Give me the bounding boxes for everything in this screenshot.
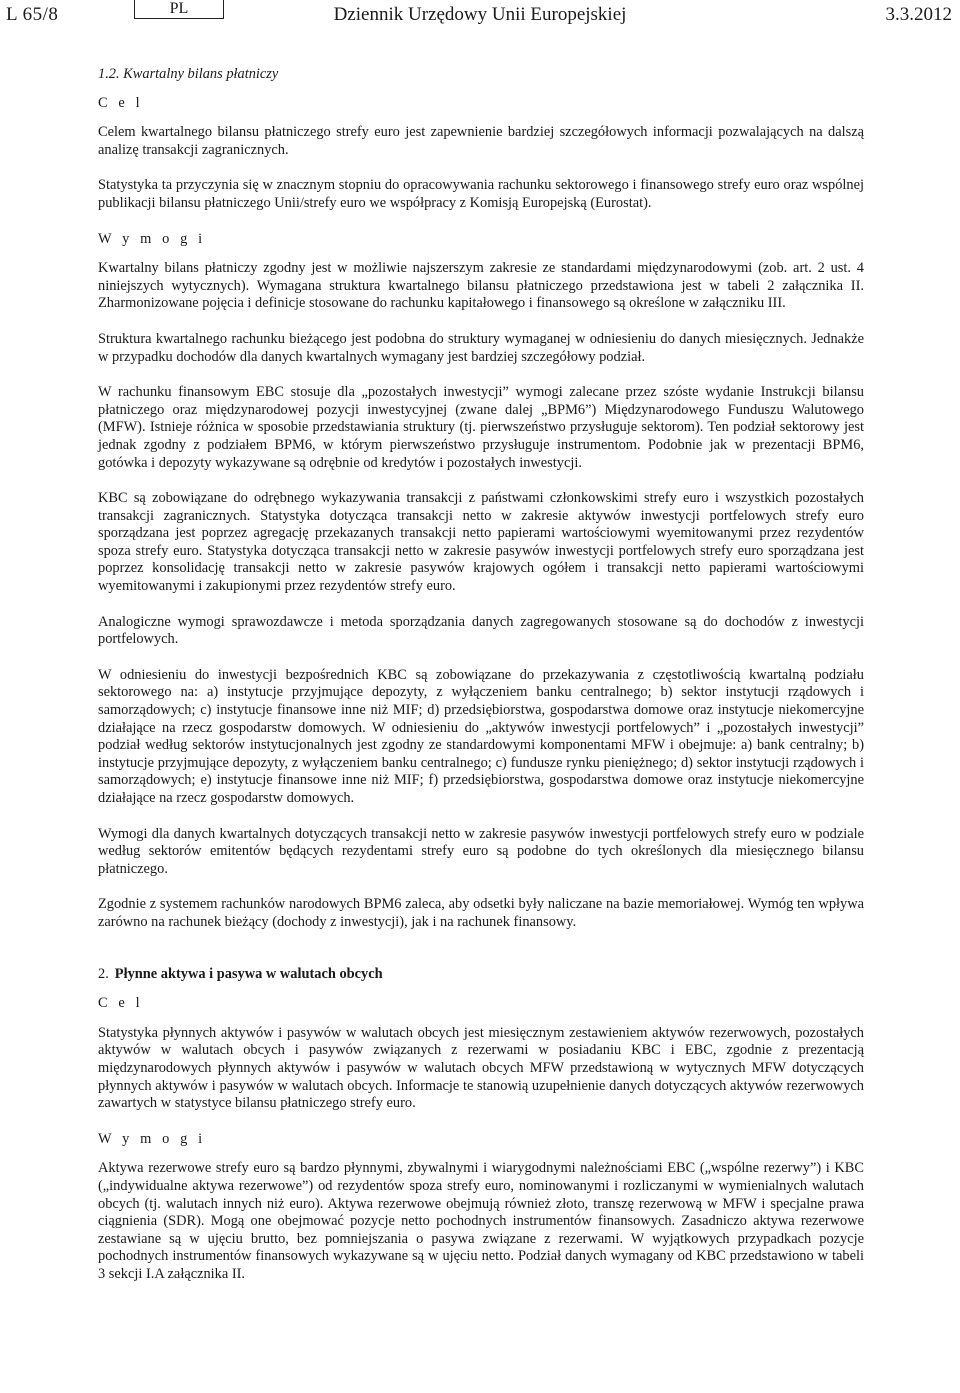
page-header xyxy=(0,0,960,34)
paragraph: Statystyka płynnych aktywów i pasywów w walutach obcych jest miesięcznym zestawieniem aktywów rezerwowych, pozostałych aktywów w walutach obcych i pasywów związanych z rezerwami w posiadaniu KBC i EBC, zgodnie z prezentacją międzynarodowych płynnych aktywów i pasywów w walutach obcych MFW przedstawioną w wytycznych MFW dotyczących płynnych aktywów i pasywów w walutach obcych. Informacje te stanowią uzupełnienie danych dotyczących aktywów rezerwowych zawartych w statystyce bilansu płatniczego strefy euro. xyxy=(98,1024,864,1112)
paragraph: Celem kwartalnego bilansu płatniczego strefy euro jest zapewnienie bardziej szczegółowych informacji pozwalających na dalszą analizę transakcji zagranicznych. xyxy=(98,124,864,158)
paragraph: Kwartalny bilans płatniczy zgodny jest w możliwie najszerszym zakresie ze standardami międzynarodowymi (zob. art. 2 ust. 4 niniejszych wytycznych). Wymagana struktura kwartalnego bilansu płatniczego przedstawiona jest w tabeli 2 załącznika II. Zharmonizowane pojęcia i definicje stosowane do rachunku kapitałowego i finansowego są określone w załączniku III. xyxy=(98,260,864,312)
publication-date: 3.3.2012 xyxy=(885,4,952,25)
paragraph: Struktura kwartalnego rachunku bieżącego jest podobna do struktury wymaganej w odniesieniu do danych miesięcznych. Jednakże w przypadku dochodów dla danych kwartalnych wymagany jest bardziej szczegółowy podział. xyxy=(98,330,864,365)
paragraph: Statystyka ta przyczynia się w znacznym stopniu do opracowywania rachunku sektorowego i finansowego strefy euro oraz wspólnej publikacji bilansu płatniczego Unii/strefy euro we współpracy z Komisją Europejską (Eurostat). xyxy=(98,177,864,211)
paragraph: W odniesieniu do inwestycji bezpośrednich KBC są zobowiązane do przekazywania z częstotliwością kwartalną podziału sektorowego na: a) instytucje przyjmujące depozyty, z wyłączeniem banku centralnego; b) sektor instytucji rządowych i samorządowych; c) instytucje finansowe inne niż MIF; d) przedsiębiorstwa, gospodarstwa domowe oraz instytucje niekomercyjne działające na rzecz gospodarstw domowych. W odniesieniu do „aktywów inwestycji portfelowych” i „pozostałych inwestycji” podział według sektorów instytucjonalnych jest zgodny ze standardowymi komponentami MFW i obejmuje: a) bank centralny; b) instytucje przyjmujące depozyty, z wyłączeniem banku centralnego; c) fundusze rynku pieniężnego; d) sektor instytucji rządowych i samorządowych; e) instytucje finansowe inne niż MIF; f) przedsiębiorstwa, gospodarstwa domowe oraz instytucje niekomercyjne działające na rzecz gospodarstw domowych. xyxy=(98,666,864,806)
language-code-box: PL xyxy=(134,0,224,19)
page-reference: L 65/8 xyxy=(6,4,59,25)
document-body xyxy=(98,66,864,1301)
journal-title: Dziennik Urzędowy Unii Europejskiej xyxy=(333,4,627,25)
paragraph: Analogiczne wymogi sprawozdawcze i metoda sporządzania danych zagregowanych stosowane są do dochodów z inwestycji portfelowych. xyxy=(98,613,864,648)
paragraph: W rachunku finansowym EBC stosuje dla „pozostałych inwestycji” wymogi zalecane przez szóste wydanie Instrukcji bilansu płatniczego oraz międzynarodowej pozycji inwestycyjnej (zwane dalej „BPM6”) Międzynarodowego Funduszu Walutowego (MFW). Istnieje różnica w sposobie przedstawiania struktury (tj. pierwszeństwo przysługuje sektorom). Ten podział sektorowy jest jednak zgodny z podziałem BPM6, w którym pierwszeństwo przysługuje instrumentom. Podobnie jak w prezentacji BPM6, gotówka i depozyty wykazywane są odrębnie od kredytów i pozostałych inwestycji. xyxy=(98,384,864,471)
section-heading xyxy=(98,966,864,984)
subsection-label-wymogi: W y m o g i xyxy=(98,230,206,247)
subsection-label-cel: C e l xyxy=(98,995,144,1012)
section-number: 2. xyxy=(98,965,109,982)
paragraph: Wymogi dla danych kwartalnych dotyczących transakcji netto w zakresie pasywów inwestycji portfelowych strefy euro w podziale według sektorów emitentów będących rezydentami strefy euro są podobne do tych określonych dla miesięcznego bilansu płatniczego. xyxy=(98,825,864,877)
paragraph: KBC są zobowiązane do odrębnego wykazywania transakcji z państwami członkowskimi strefy euro i wszystkich pozostałych transakcji zagranicznych. Statystyka dotycząca transakcji netto w zakresie aktywów inwestycji portfelowych strefy euro sporządzana jest poprzez agregację przekazanych transakcji netto papierami wartościowymi wyemitowanymi przez rezydentów spoza strefy euro. Statystyka dotycząca transakcji netto w zakresie pasywów inwestycji portfelowych strefy euro sporządzana jest poprzez konsolidację transakcji netto w zakresie pasywów krajowych ogółem i transakcji netto papierami wartościowymi wyemitowanymi i zakupionymi przez rezydentów strefy euro. xyxy=(98,490,864,595)
paragraph: Zgodnie z systemem rachunków narodowych BPM6 zaleca, aby odsetki były naliczane na bazie memoriałowej. Wymóg ten wpływa zarówno na rachunek bieżący (dochody z inwestycji), jak i na rachunek finansowy. xyxy=(98,896,864,930)
section-heading-text: Płynne aktywa i pasywa w walutach obcych xyxy=(114,965,383,982)
section-title: 1.2. Kwartalny bilans płatniczy xyxy=(98,66,279,82)
subsection-label-cel: C e l xyxy=(98,94,144,111)
subsection-label-wymogi: W y m o g i xyxy=(98,1130,206,1147)
paragraph: Aktywa rezerwowe strefy euro są bardzo płynnymi, zbywalnymi i wiarygodnymi należnościami EBC („wspólne rezerwy”) i KBC („indywidualne aktywa rezerwowe”) od rezydentów spoza strefy euro, nominowanymi i rozliczanymi w wymienialnych walutach obcych (tj. walutach innych niż euro). Aktywa rezerwowe obejmują również złoto, transzę rezerwową w MFW i specjalne prawa ciągnienia (SDR). Mogą one obejmować pozycje netto pochodnych instrumentów finansowych. Zasadniczo aktywa rezerwowe zestawiane są w ujęciu brutto, bez pomniejszania o pasywa związane z rezerwami. W wyjątkowych przypadkach pozycje pochodnych instrumentów finansowych wykazywane są w ujęciu netto. Podział danych wymagany od KBC przedstawiono w tabeli 3 sekcji I.A załącznika II. xyxy=(98,1160,864,1282)
